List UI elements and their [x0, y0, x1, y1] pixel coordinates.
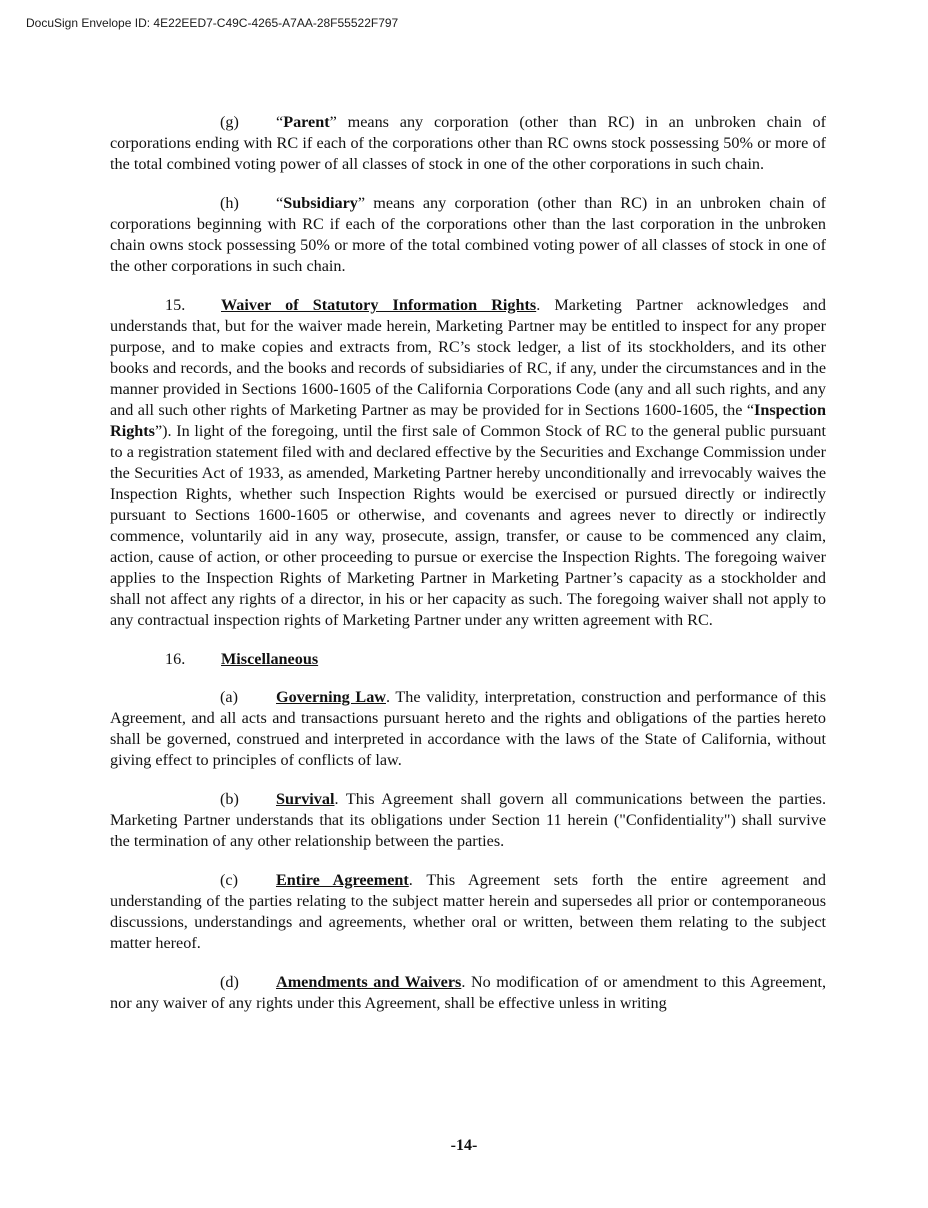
document-body	[110, 112, 826, 1032]
section-number: (g)	[220, 113, 239, 131]
section-text: . No modification of or amendment to this Agreement, nor any waiver of any rights under this Agreement, shall be effective unless in writing	[110, 973, 826, 1012]
section-number: (c)	[220, 871, 238, 889]
defined-term: Parent	[283, 113, 330, 131]
section-title: Miscellaneous	[221, 650, 319, 668]
section-number: 15.	[165, 296, 186, 314]
envelope-id-header: DocuSign Envelope ID: 4E22EED7-C49C-4265-A7AA-28F55522F797	[26, 16, 399, 30]
section-title: Entire Agreement	[276, 871, 409, 889]
section-g: (g) “Parent” means any corporation (other than RC) in an unbroken chain of corporations ending with RC if each of the corporations other than RC owns stock possessing 50% or more of the total combined voting power of all classes of stock in one of the other corporations in such chain.	[110, 113, 826, 173]
section-number: (h)	[220, 194, 239, 212]
section-text: . Marketing Partner acknowledges and understands that, but for the waiver made herein, Marketing Partner may be entitled to inspect for any proper purpose, and to make copies and extracts from, RC’s stock ledger, a list of its stockholders, and its other books and records, and the books and records of subsidiaries of RC, if any, under the circumstances and in the manner provided in Sections 1600-1605 of the California Corporations Code (any and all such rights, and any and all such other rights of Marketing Partner as may be provided for in Sections 1600-1605, the “	[110, 296, 826, 419]
section-title: Waiver of Statutory Information Rights	[221, 296, 537, 314]
section-15	[110, 295, 826, 631]
section-16	[110, 649, 826, 670]
section-a	[110, 687, 826, 771]
section-d	[110, 972, 826, 1014]
section-text: . The validity, interpretation, construction and performance of this Agreement, and all acts and transactions pursuant hereto and the rights and obligations of the parties hereto shall be governed, construed and interpreted in accordance with the laws of the State of California, without giving effect to principles of conflicts of law.	[110, 688, 826, 769]
section-b	[110, 789, 826, 852]
section-text: ” means any corporation (other than RC) in an unbroken chain of corporations beginning with RC if each of the corporations other than the last corporation in the unbroken chain owns stock possessing 50% or more of the total combined voting power of all classes of stock in one of the other corporations in such chain.	[110, 194, 826, 275]
section-title: Governing Law	[276, 688, 386, 706]
page-number: -14-	[450, 1137, 478, 1154]
section-number: (d)	[220, 973, 239, 991]
section-text: ”). In light of the foregoing, until the first sale of Common Stock of RC to the general public pursuant to a registration statement filed with and declared effective by the Securities and Exchange Commission under the Securities Act of 1933, as amended, Marketing Partner hereby unconditionally and irrevocably waives the Inspection Rights, whether such Inspection Rights would be exercised or pursued directly or indirectly pursuant to Sections 1600-1605 or otherwise, and covenants and agrees never to directly or indirectly commence, voluntarily aid in any way, prosecute, assign, transfer, or cause to be commenced any claim, action, cause of action, or other proceeding to pursue or exercise the Inspection Rights. The foregoing waiver applies to the Inspection Rights of Marketing Partner in Marketing Partner’s capacity as a stockholder and shall not affect any rights of a director, in his or her capacity as such. The foregoing waiver shall not apply to any contractual inspection rights of Marketing Partner under any written agreement with RC.	[110, 422, 826, 629]
section-text: . This Agreement sets forth the entire agreement and understanding of the parties relating to the subject matter herein and supersedes all prior or contemporaneous discussions, understandings and agreements, whether oral or written, between them relating to the subject matter hereof.	[110, 871, 826, 952]
section-number: (b)	[220, 790, 239, 808]
section-title: Survival	[276, 790, 335, 808]
section-text: ” means any corporation (other than RC) in an unbroken chain of corporations ending with RC if each of the corporations other than RC owns stock possessing 50% or more of the total combined voting power of all classes of stock in one of the other corporations in such chain.	[110, 113, 826, 173]
defined-term: Subsidiary	[283, 194, 358, 212]
section-number: (a)	[220, 688, 238, 706]
section-number: 16.	[165, 650, 186, 668]
section-title: Amendments and Waivers	[276, 973, 462, 991]
section-c	[110, 870, 826, 954]
section-text: . This Agreement shall govern all communications between the parties. Marketing Partner understands that its obligations under Section 11 herein ("Confidentiality") shall survive the termination of any other relationship between the parties.	[110, 790, 826, 850]
section-h: (h) “Subsidiary” means any corporation (other than RC) in an unbroken chain of corporations beginning with RC if each of the corporations other than the last corporation in the unbroken chain owns stock possessing 50% or more of the total combined voting power of all classes of stock in one of the other corporations in such chain.	[110, 194, 826, 275]
defined-term: Inspection Rights	[110, 401, 826, 440]
